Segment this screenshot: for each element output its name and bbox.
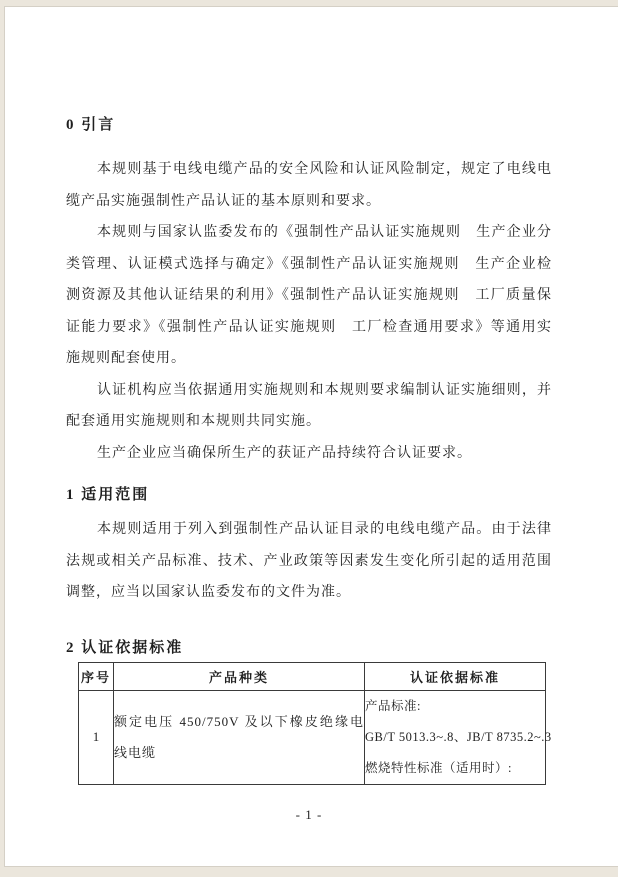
table-col-header-product-category: 产品种类 bbox=[114, 662, 365, 690]
certification-standards-table bbox=[78, 662, 552, 785]
table-col-header-no: 序号 bbox=[79, 662, 114, 690]
intro-paragraph-1: 本规则基于电线电缆产品的安全风险和认证风险制定，规定了电线电缆产品实施强制性产品认证的基本原则和要求。 bbox=[66, 162, 552, 209]
standard-line-burning-characteristics-label: 燃烧特性标准（适用时）: bbox=[365, 760, 512, 775]
table-cell-product-category: 额定电压 450/750V 及以下橡皮绝缘电线电缆 bbox=[114, 690, 365, 784]
table-header-row bbox=[79, 662, 546, 690]
page-content bbox=[4, 6, 618, 823]
table-cell-certification-standards bbox=[365, 690, 552, 784]
intro-paragraph-4: 生产企业应当确保所生产的获证产品持续符合认证要求。 bbox=[97, 445, 472, 461]
table-col-header-certification-standard: 认证依据标准 bbox=[365, 662, 546, 690]
scope-paragraph-1: 本规则适用于列入到强制性产品认证目录的电线电缆产品。由于法律法规或相关产品标准、技术、产业政策等因素发生变化所引起的适用范围调整，应当以国家认监委发布的文件为准。 bbox=[66, 522, 552, 600]
section-heading-standards: 2 认证依据标准 bbox=[66, 639, 184, 656]
table-row bbox=[79, 690, 546, 784]
table-cell-row-number: 1 bbox=[79, 690, 114, 784]
standard-line-product-standard-label: 产品标准: bbox=[365, 698, 421, 713]
intro-paragraph-3: 认证机构应当依据通用实施规则和本规则要求编制认证实施细则，并配套通用实施规则和本规则共同实施。 bbox=[66, 382, 552, 429]
standard-line-standard-codes: GB/T 5013.3~.8、JB/T 8735.2~.3 bbox=[365, 729, 552, 744]
intro-paragraph-2: 本规则与国家认监委发布的《强制性产品认证实施规则 生产企业分类管理、认证模式选择与确定》《强制性产品认证实施规则 生产企业检测资源及其他认证结果的利用》《强制性产品认证实施规则 工厂质量保证能力要求》《强制性产品认证实施规则 工厂检查通用要求》等通用实施规则配套使用。 bbox=[66, 225, 552, 366]
section-heading-introduction: 0 引言 bbox=[66, 117, 116, 133]
page-number: - 1 - bbox=[295, 806, 323, 822]
section-heading-scope: 1 适用范围 bbox=[66, 487, 150, 503]
document-page bbox=[4, 6, 618, 867]
